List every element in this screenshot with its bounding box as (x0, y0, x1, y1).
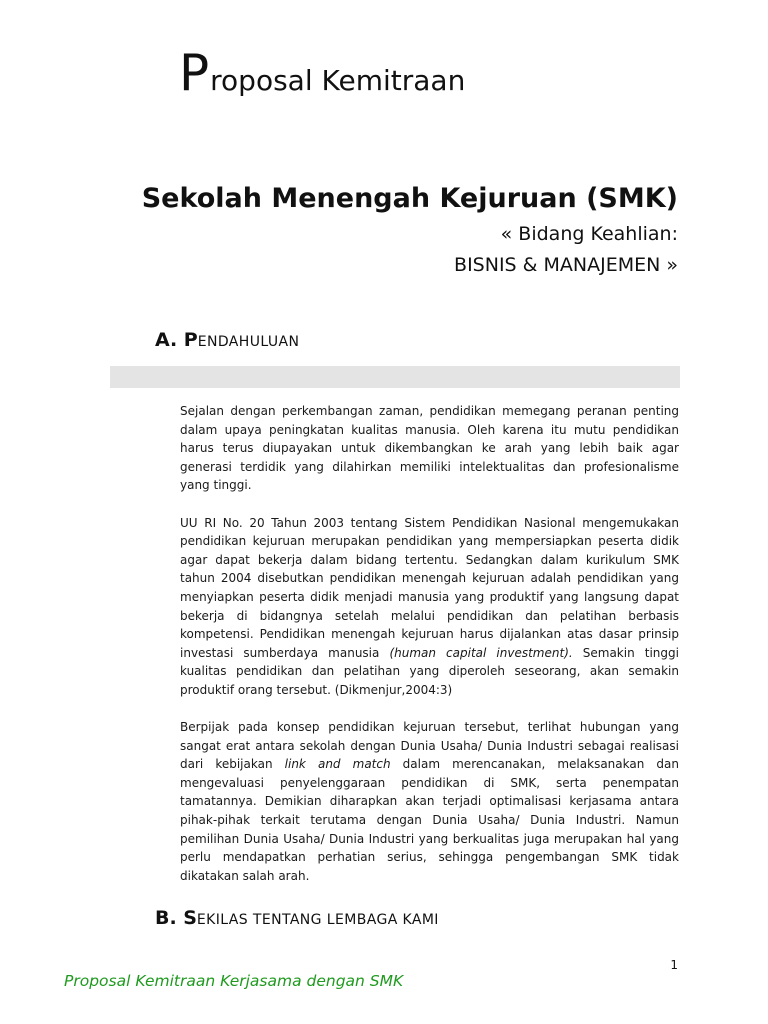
title-rest: roposal Kemitraan (210, 64, 466, 97)
paragraph-3-italic: link and match (284, 757, 391, 772)
section-initial: P (183, 329, 198, 351)
section-heading-sekilas (155, 906, 439, 932)
paragraph-1: Sejalan dengan perkembangan zaman, pendidikan memegang peranan penting dalam upaya peningkatan kualitas manusia. Oleh karena itu mutu pendidikan harus terus diupayakan untuk dikembangkan ke arah yang lebih baik agar generasi terdidik yang dilahirkan memiliki intelektualitas dan profesionalisme yang tinggi. (180, 404, 679, 493)
title-initial: P (179, 44, 210, 102)
paragraph-2-text-b: Semakin tinggi kualitas pendidikan dan pelatihan yang diperoleh seseorang, akan semakin produktif orang tersebut. (Dikmenjur,2004:3) (180, 645, 679, 697)
page-number: 1 (670, 958, 678, 972)
document-title (179, 44, 466, 102)
section-rest: ENDAHULUAN (197, 334, 300, 350)
section-divider-bar (110, 366, 680, 388)
paragraph-3 (180, 718, 679, 885)
footer-text: Proposal Kemitraan Kerjasama dengan SMK (64, 972, 404, 990)
paragraph-2-text-a: UU RI No. 20 Tahun 2003 tentang Sistem Pendidikan Nasional mengemukakan pendidikan kejuruan merupakan pendidikan yang mempersiapkan peserta didik agar dapat bekerja dalam bidang tertentu. Sedangkan dalam kurikulum SMK tahun 2004 disebutkan pendidikan menengah kejuruan adalah pendidikan yang menyiapkan peserta didik menjadi manusia yang produktif yang langsung dapat bekerja di bidangnya setelah melalui pendidikan dan pelatihan berbasis kompetensi. Pendidikan menengah kejuruan harus dijalankan atas dasar prinsip investasi sumberdaya manusia (180, 515, 679, 660)
paragraph-2-italic: (human capital investment). (389, 645, 573, 660)
paragraph-2 (180, 514, 679, 700)
section-initial: S (183, 907, 197, 929)
paragraph-3-text-b: dalam merencanakan, melaksanakan dan mengevaluasi penyelenggaraan pendidikan di SMK, serta penempatan tamatannya. Demikian diharapkan akan terjadi optimalisasi kerjasama antara pihak-pihak terkait terutama dengan Dunia Usaha/ Dunia Industri. Namun pemilihan Dunia Usaha/ Dunia Industri yang berkualitas juga merupakan hal yang perlu mendapatkan perhatian serius, sehingga pengembangan SMK tidak dikatakan salah arah. (180, 757, 679, 883)
section-heading-pendahuluan (155, 328, 299, 354)
body-text (180, 402, 679, 885)
section-number: B. (155, 907, 177, 929)
document-subtitle: Sekolah Menengah Kejuruan (SMK) (141, 183, 678, 214)
section-number: A. (155, 329, 178, 351)
paragraph-3-text-a: Berpijak pada konsep pendidikan kejuruan tersebut, terlihat hubungan yang sangat erat antara sekolah dengan Dunia Usaha/ Dunia Industri sebagai realisasi dari kebijakan (180, 720, 679, 772)
section-rest: EKILAS TENTANG LEMBAGA KAMI (196, 912, 439, 928)
field-value: BISNIS & MANAJEMEN » (454, 254, 678, 276)
field-label: « Bidang Keahlian: (500, 223, 678, 245)
